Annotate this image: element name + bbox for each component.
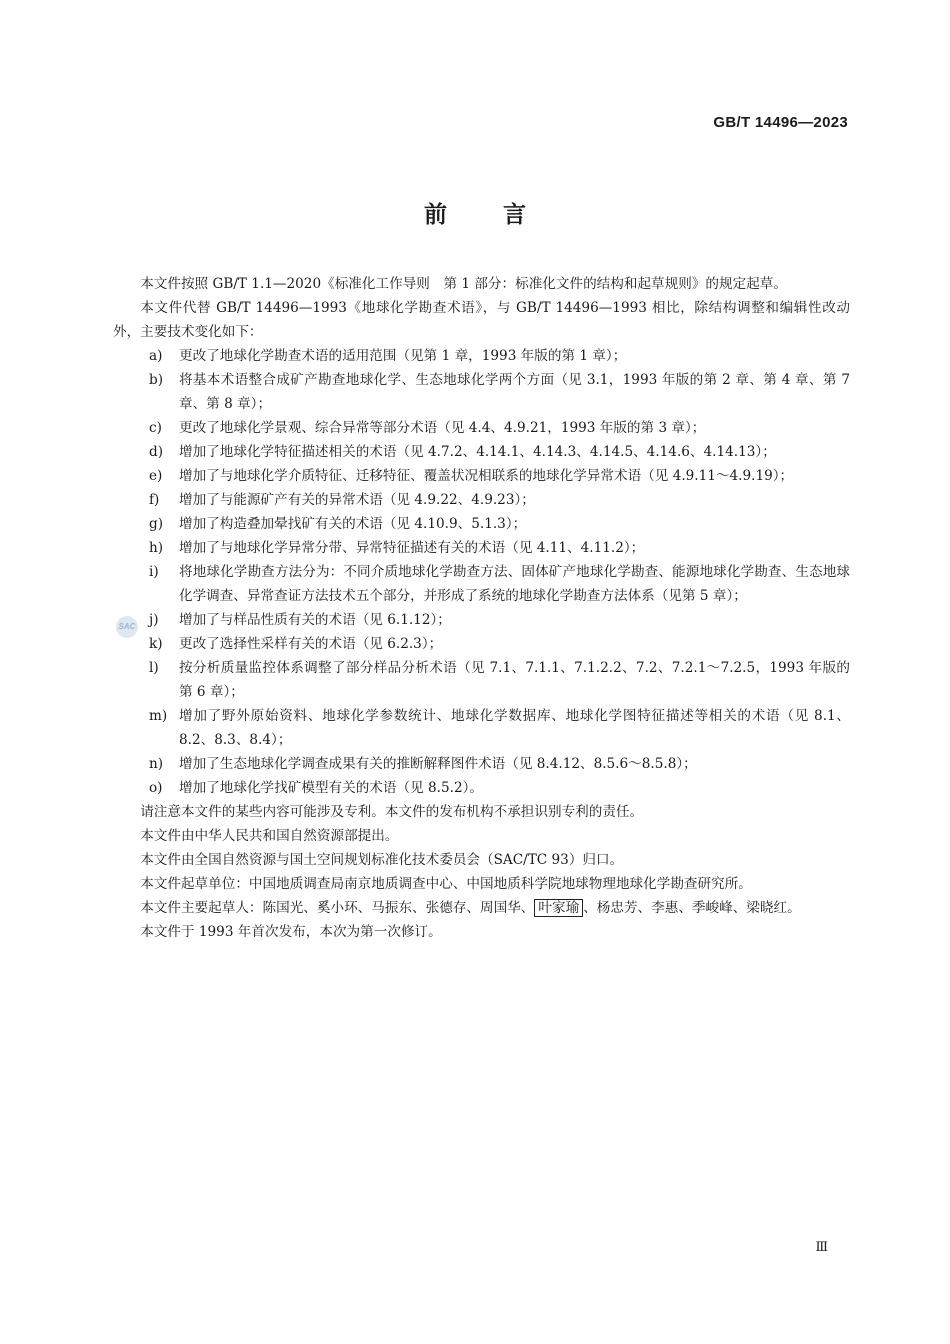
list-item-text: 将地球化学勘查方法分为：不同介质地球化学勘查方法、固体矿产地球化学勘查、能源地球化学勘查、生态地球化学调查、异常查证方法技术五个部分，并形成了系统的地球化学勘查方法体系（见第 5 章）； (179, 564, 850, 604)
list-item-label: l) (149, 660, 159, 676)
list-item-label: e) (149, 468, 163, 484)
sac-watermark-icon: SAC (116, 616, 138, 638)
list-item (113, 464, 850, 488)
page-title: 前言 (424, 202, 582, 228)
changes-list (113, 344, 850, 800)
list-item-label: k) (149, 636, 163, 652)
list-item-label: j) (149, 612, 159, 628)
list-item-label: n) (149, 756, 164, 772)
drafters-text-before: 本文件主要起草人：陈国光、奚小环、马振东、张德存、周国华、 (140, 900, 535, 916)
list-item-text: 更改了选择性采样有关的术语（见 6.2.3）； (179, 636, 443, 652)
list-item (113, 440, 850, 464)
list-item-text: 增加了构造叠加晕找矿有关的术语（见 4.10.9、5.1.3）； (179, 516, 527, 532)
list-item-text: 增加了与地球化学介质特征、迁移特征、覆盖状况相联系的地球化学异常术语（见 4.9.11～4.9.19）； (179, 468, 794, 484)
list-item (113, 752, 850, 776)
drafters-text-after: 、杨忠芳、李惠、季峻峰、梁晓红。 (583, 900, 801, 916)
proposer-statement: 本文件由中华人民共和国自然资源部提出。 (140, 828, 399, 844)
list-item (113, 776, 850, 800)
list-item (113, 416, 850, 440)
intro-paragraph-1: 本文件按照 GB/T 1.1—2020《标准化工作导则 第 1 部分：标准化文件的结构和起草规则》的规定起草。 (140, 276, 787, 292)
list-item-text: 更改了地球化学景观、综合异常等部分术语（见 4.4、4.9.21，1993 年版的第 3 章）； (179, 420, 706, 436)
standard-number: GB/T 14496—2023 (713, 114, 848, 131)
list-item-label: b) (149, 372, 164, 388)
list-item-text: 更改了地球化学勘查术语的适用范围（见第 1 章，1993 年版的第 1 章）； (179, 348, 627, 364)
list-item-text: 增加了生态地球化学调查成果有关的推断解释图件术语（见 8.4.12、8.5.6～8.5.8）； (179, 756, 697, 772)
drafters (113, 896, 850, 920)
list-item (113, 560, 850, 608)
intro-paragraph-2: 本文件代替 GB/T 14496—1993《地球化学勘查术语》，与 GB/T 14496—1993 相比，除结构调整和编辑性改动外，主要技术变化如下： (113, 300, 850, 340)
publication-history: 本文件于 1993 年首次发布，本次为第一次修订。 (140, 924, 442, 940)
list-item (113, 656, 850, 704)
list-item (113, 488, 850, 512)
patent-notice: 请注意本文件的某些内容可能涉及专利。本文件的发布机构不承担识别专利的责任。 (140, 804, 644, 820)
list-item (113, 632, 850, 656)
list-item-label: m) (149, 708, 168, 724)
list-item (113, 704, 850, 752)
list-item-text: 增加了野外原始资料、地球化学参数统计、地球化学数据库、地球化学图特征描述等相关的术语（见 8.1、8.2、8.3、8.4）； (179, 708, 850, 748)
list-item (113, 344, 850, 368)
list-item-text: 增加了与地球化学异常分带、异常特征描述有关的术语（见 4.11、4.11.2）； (179, 540, 645, 556)
list-item-label: i) (149, 564, 159, 580)
boxed-drafter-name: 叶家瑜 (534, 899, 583, 917)
list-item-label: a) (149, 348, 163, 364)
list-item (113, 608, 850, 632)
list-item-text: 按分析质量监控体系调整了部分样品分析术语（见 7.1、7.1.1、7.1.2.2、7.2、7.2.1～7.2.5，1993 年版的第 6 章）； (179, 660, 850, 700)
list-item-text: 增加了地球化学找矿模型有关的术语（见 8.5.2）。 (179, 780, 483, 796)
list-item-label: o) (149, 780, 163, 796)
foreword-body (113, 272, 850, 944)
list-item-label: c) (149, 420, 162, 436)
list-item-text: 增加了与能源矿产有关的异常术语（见 4.9.22、4.9.23）； (179, 492, 535, 508)
list-item (113, 536, 850, 560)
list-item-text: 将基本术语整合成矿产勘查地球化学、生态地球化学两个方面（见 3.1，1993 年版的第 2 章、第 4 章、第 7 章、第 8 章）； (179, 372, 850, 412)
list-item-text: 增加了与样品性质有关的术语（见 6.1.12）； (179, 612, 451, 628)
committee-statement: 本文件由全国自然资源与国土空间规划标准化技术委员会（SAC/TC 93）归口。 (140, 852, 624, 868)
list-item (113, 368, 850, 416)
list-item (113, 512, 850, 536)
list-item-text: 增加了地球化学特征描述相关的术语（见 4.7.2、4.14.1、4.14.3、4.14.5、4.14.6、4.14.13）； (179, 444, 776, 460)
list-item-label: d) (149, 444, 164, 460)
list-item-label: f) (149, 492, 160, 508)
page-number: Ⅲ (815, 1240, 828, 1255)
list-item-label: h) (149, 540, 164, 556)
drafting-units: 本文件起草单位：中国地质调查局南京地质调查中心、中国地质科学院地球物理地球化学勘查研究所。 (140, 876, 752, 892)
list-item-label: g) (149, 516, 164, 532)
